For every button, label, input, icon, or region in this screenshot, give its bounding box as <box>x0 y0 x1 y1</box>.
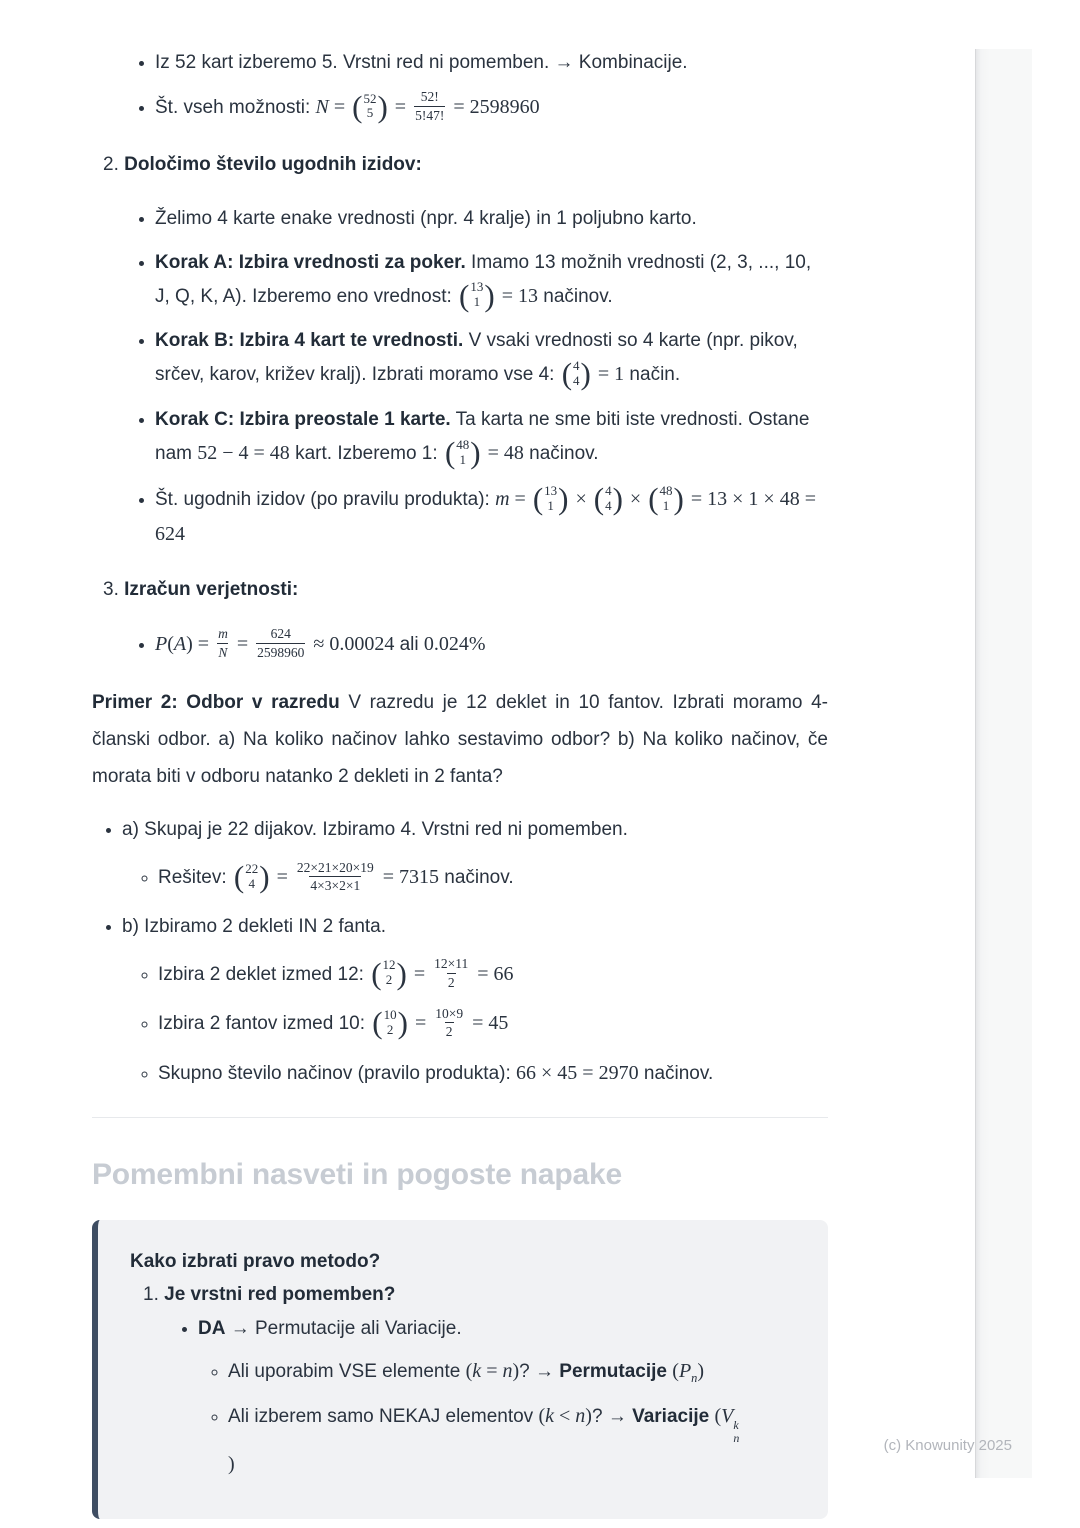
math-subscript: n <box>691 1370 698 1385</box>
paren-open: ( <box>465 1359 473 1382</box>
paren-close: ) <box>484 277 495 313</box>
paren-close: ) <box>580 356 591 392</box>
item-text: Je vrstni red pomemben? <box>164 1283 396 1305</box>
sub-list <box>122 860 828 896</box>
math-op: < <box>554 1405 576 1428</box>
example-2-list <box>92 813 828 1090</box>
binomial-coefficient: ( 13 1 ) <box>459 277 495 313</box>
math-var: n <box>502 1359 513 1382</box>
math-var: A <box>173 632 187 655</box>
text-run: načinov. <box>523 443 599 465</box>
list-item <box>155 46 828 79</box>
paren-close: ) <box>697 1359 705 1382</box>
text-run: Skupno število načinov (pravilo produkta): <box>158 1062 517 1084</box>
math-expression <box>370 1005 509 1041</box>
binomial-coefficient <box>352 88 388 124</box>
text-run: Izbira 2 fantov izmed 10: <box>158 1013 371 1035</box>
heading-text: Določimo število ugodnih izidov: <box>124 153 422 175</box>
paren-close: ) <box>186 632 193 655</box>
math-expression: 52 − 4 = 48 <box>197 442 290 465</box>
binomial-coefficient: ( 13 1 ) <box>532 481 569 517</box>
intro-list <box>92 46 828 127</box>
math-expression <box>560 356 625 392</box>
binomial-coefficient: ( 12 2 ) <box>371 955 407 991</box>
heading-text: Izračun verjetnosti: <box>124 578 299 600</box>
section3-list <box>92 627 828 663</box>
fraction: $\frac{10\times 9}{2}$ <box>435 1005 464 1040</box>
tip-sub-list <box>198 1352 798 1483</box>
list-item <box>155 403 828 471</box>
math-sup-sub: k n <box>733 1417 740 1446</box>
scrollbar-track[interactable] <box>975 49 1032 1478</box>
tip-numbered-item <box>130 1278 798 1311</box>
bold-run: Korak A: Izbira vrednosti za poker. <box>155 251 466 273</box>
paren-open: ( <box>672 1359 679 1382</box>
text-run: načinov. <box>638 1062 714 1084</box>
list-item <box>155 324 828 392</box>
list-item <box>198 1312 798 1484</box>
sub-list <box>122 957 828 1091</box>
numbered-heading-2 <box>92 148 828 181</box>
list-item <box>155 90 828 126</box>
math-op: × <box>624 488 647 511</box>
math-op: = <box>328 96 351 119</box>
list-item <box>158 860 828 896</box>
bold-run: Variacije <box>632 1406 710 1428</box>
section2-list <box>92 202 828 552</box>
math-result: = 2598960 <box>448 96 540 119</box>
math-result: = 1 <box>592 363 625 386</box>
text-run: Ali izberem samo NEKAJ elementov <box>228 1406 539 1428</box>
binomial-coefficient: ( 48 1 ) <box>444 435 481 471</box>
math-op: = <box>481 1359 503 1382</box>
list-item <box>155 202 828 235</box>
tip-list <box>130 1312 798 1484</box>
list-item <box>228 1352 798 1391</box>
math-var: k <box>472 1359 482 1382</box>
text-run: a) Skupaj je 22 dijakov. Izbiramo 4. Vrstni red ni pomemben. <box>122 819 628 841</box>
math-result: = 7315 <box>377 866 439 889</box>
example-2-paragraph <box>92 684 828 795</box>
math-expression <box>538 1405 592 1427</box>
math-result: = 45 <box>467 1012 509 1035</box>
math-var: V <box>721 1405 734 1428</box>
math-result: = 13 <box>496 284 538 307</box>
text-run: Želimo 4 karte enake vrednosti (npr. 4 kralje) in 1 poljubno karto. <box>155 207 697 229</box>
binomial-coefficient: ( 48 1 ) <box>648 481 684 517</box>
bold-run: DA <box>198 1317 226 1339</box>
document-content <box>92 0 828 1519</box>
fraction: $\frac{12\times 11}{2}$ <box>434 956 469 990</box>
math-op: = <box>509 488 531 511</box>
fraction: $\frac{624}{2598960}$ <box>257 626 305 660</box>
math-expression <box>672 1359 705 1385</box>
list-item <box>158 1006 828 1042</box>
fraction: $\frac{m}{N}$ <box>218 626 228 660</box>
bold-run: Permutacije <box>559 1360 667 1382</box>
list-item <box>122 813 828 897</box>
math-op: = <box>231 632 254 655</box>
math-op: = <box>389 96 412 119</box>
list-item <box>155 627 828 663</box>
math-var: N <box>315 96 329 119</box>
text-run: Ta karta ne sme biti iste vrednosti. Ostane nam <box>155 409 810 465</box>
text-run: Št. vseh možnosti: <box>155 97 316 119</box>
math-expression <box>155 626 395 660</box>
paren-close: ) <box>470 435 481 471</box>
list-item <box>158 957 828 993</box>
text-run: Imamo 13 možnih vrednosti (2, 3, ..., 10, J, Q, K, A). Izberemo eno vrednost: <box>155 251 812 307</box>
text-run: način. <box>624 364 681 386</box>
binomial-coefficient: ( 4 4 ) <box>593 481 623 517</box>
paren-close: ) <box>228 1453 235 1476</box>
math-expression <box>369 955 514 991</box>
text-run: ali <box>394 633 424 655</box>
list-item <box>122 910 828 1091</box>
text-run: V razredu je 12 deklet in 10 fantov. Izbrati moramo 4-članski odbor. a) Na koliko načinov lahko sestavimo odbor? b) Na koliko načinov, če morata biti v odboru natanko 2 dekleti in 2 fanta? <box>92 692 828 788</box>
heading-number: 2. <box>103 153 119 175</box>
text-run: kart. Izberemo 1: <box>289 443 443 465</box>
divider <box>92 1117 828 1118</box>
paren-open: ( <box>352 88 363 124</box>
fraction: $\frac{22\times 21\times 20\times 19}{4\times 3\times 2\times 1}$ <box>296 859 374 894</box>
math-result: = 66 <box>472 962 514 985</box>
text-run: V vsaki vrednosti so 4 karte (npr. pikov, srčev, karov, križev kralj). Izbrati moramo vse 4: <box>155 330 798 386</box>
bold-run: Korak B: Izbira 4 kart te vrednosti. <box>155 330 464 352</box>
paren-close: ) <box>377 88 388 124</box>
paren-open: ( <box>167 632 174 655</box>
binomial-coefficient: ( 10 2 ) <box>372 1005 408 1041</box>
paren-open: ( <box>538 1405 546 1428</box>
list-item <box>158 1056 828 1091</box>
paren-open: ( <box>714 1405 722 1428</box>
binom-top: 52 <box>363 90 377 106</box>
paren-open: ( <box>561 356 573 392</box>
section-heading: Pomembni nasveti in pogoste napake <box>92 1157 622 1191</box>
heading-number: 3. <box>103 578 119 600</box>
math-expression <box>714 1405 740 1446</box>
math-result: = 48 <box>482 442 524 465</box>
math-expression <box>466 1360 520 1382</box>
paren-open: ( <box>444 435 456 471</box>
text-run: Izbira 2 deklet izmed 12: <box>158 963 370 985</box>
text-run: b) Izbiramo 2 dekleti IN 2 fanta. <box>122 915 387 937</box>
math-result: = 13 × 1 × 48 = 624 <box>155 488 816 545</box>
text-run: Ali uporabim VSE elemente <box>228 1360 466 1382</box>
list-item <box>155 482 828 552</box>
math-var: P <box>155 632 168 655</box>
binom-bottom: 5 <box>366 105 374 121</box>
math-var: m <box>495 488 510 511</box>
math-op: = <box>408 962 431 985</box>
list-item <box>228 1397 798 1483</box>
math-op: = <box>192 632 215 655</box>
item-number: 1. <box>143 1283 159 1305</box>
math-op: × <box>570 488 592 511</box>
paren-close: ) <box>512 1359 520 1382</box>
math-result: 0.024% <box>423 632 486 655</box>
list-item <box>155 246 828 314</box>
binomial-coefficient: ( 4 4 ) <box>561 356 591 392</box>
text-run: Iz 52 kart izberemo 5. Vrstni red ni pomemben. → Kombinacije. <box>155 52 688 73</box>
text-run: Rešitev: <box>158 867 232 889</box>
math-expression: 66 × 45 = 2970 <box>516 1061 639 1084</box>
math-expression <box>232 859 439 895</box>
text-run: ? → <box>591 1406 633 1428</box>
text-run: Št. ugodnih izidov (po pravilu produkta): <box>155 489 496 511</box>
math-op: = <box>271 866 293 889</box>
math-result: ≈ 0.00024 <box>308 632 395 655</box>
math-var: k <box>545 1405 555 1428</box>
paren-open: ( <box>459 277 470 313</box>
text-run: načinov. <box>438 867 514 889</box>
math-expression <box>443 435 524 471</box>
bold-run: Primer 2: Odbor v razredu <box>92 692 340 714</box>
math-expression <box>457 277 538 313</box>
tip-box <box>92 1220 828 1520</box>
text-run: ? → <box>519 1360 560 1382</box>
text-run: → Permutacije ali Variacije. <box>225 1317 462 1339</box>
tip-box-title: Kako izbrati pravo metodo? <box>130 1250 381 1272</box>
binomial-coefficient: ( 22 4 ) <box>233 859 270 895</box>
numbered-heading-3 <box>92 573 828 606</box>
math-var: n <box>575 1405 586 1428</box>
paren-close: ) <box>585 1405 592 1428</box>
math-var: P <box>678 1359 692 1382</box>
text-run: načinov. <box>537 285 613 307</box>
fraction: $\frac{52!}{5!47!}$ <box>415 89 445 123</box>
math-op: = <box>409 1012 432 1035</box>
bold-run: Korak C: Izbira preostale 1 karte. <box>155 409 451 431</box>
math-expression <box>315 88 540 124</box>
watermark: (c) Knowunity 2025 <box>883 1437 1012 1454</box>
